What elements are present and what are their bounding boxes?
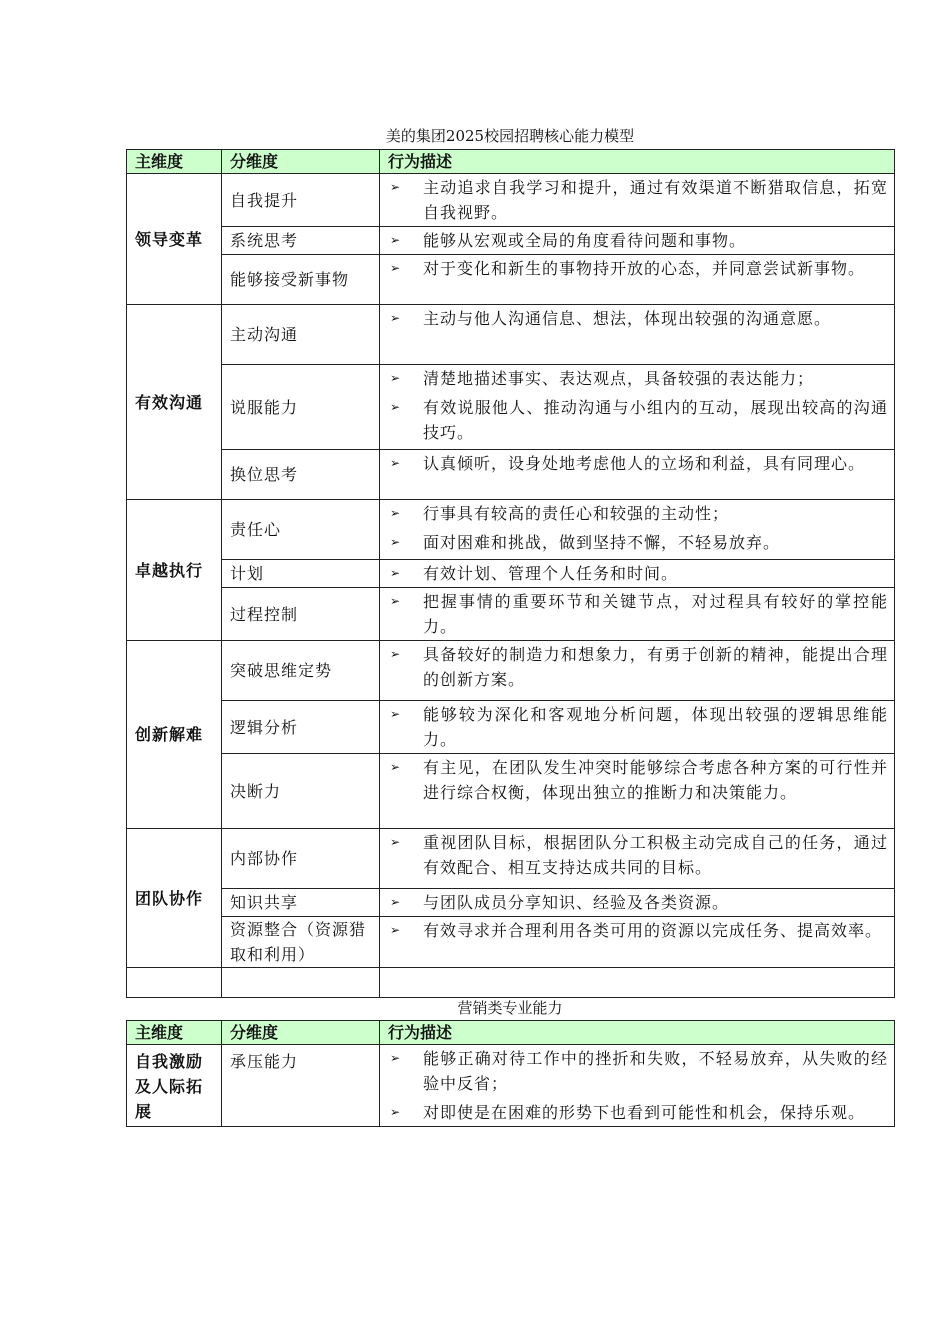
empty-cell xyxy=(222,968,380,998)
behavior-cell xyxy=(380,227,895,255)
sub-dimension-cell: 能够接受新事物 xyxy=(222,255,380,305)
bullet-arrow-icon: ➢ xyxy=(390,233,402,247)
table-row xyxy=(127,255,895,305)
behavior-cell xyxy=(380,829,895,889)
bullet-arrow-icon: ➢ xyxy=(390,647,402,661)
table-row xyxy=(127,889,895,917)
bullet-item: ➢ 有效说服他人、推动沟通与小组内的互动，展现出较高的沟通技巧。 xyxy=(388,395,888,445)
bullet-arrow-icon: ➢ xyxy=(390,400,402,414)
behavior-cell xyxy=(380,255,895,305)
table-row xyxy=(127,701,895,754)
bullet-item: ➢ 清楚地描述事实、表达观点，具备较强的表达能力； xyxy=(388,366,888,391)
table-row xyxy=(127,641,895,701)
bullet-item: ➢ 面对困难和挑战，做到坚持不懈，不轻易放弃。 xyxy=(388,530,888,555)
bullet-item: ➢ 对于变化和新生的事物持开放的心态，并同意尝试新事物。 xyxy=(388,256,888,281)
bullet-item: ➢ 能够正确对待工作中的挫折和失败，不轻易放弃，从失败的经验中反省； xyxy=(388,1046,888,1096)
behavior-cell xyxy=(380,500,895,560)
header-main-dimension: 主维度 xyxy=(127,150,222,174)
bullet-item: ➢ 把握事情的重要环节和关键节点，对过程具有较好的掌控能力。 xyxy=(388,589,888,639)
behavior-cell xyxy=(380,701,895,754)
sub-dimension-cell: 逻辑分析 xyxy=(222,701,380,754)
behavior-cell xyxy=(380,917,895,968)
bullet-item: ➢ 重视团队目标，根据团队分工积极主动完成自己的任务，通过有效配合、相互支持达成共同的目标。 xyxy=(388,830,888,880)
main-dimension-cell: 领导变革 xyxy=(127,174,222,305)
bullet-item: ➢ 与团队成员分享知识、经验及各类资源。 xyxy=(388,890,888,915)
main-dimension-cell: 有效沟通 xyxy=(127,305,222,500)
bullet-arrow-icon: ➢ xyxy=(390,835,402,849)
competency-table xyxy=(126,149,895,998)
bullet-arrow-icon: ➢ xyxy=(390,1105,402,1119)
bullet-item: ➢ 有效寻求并合理利用各类可用的资源以完成任务、提高效率。 xyxy=(388,918,888,943)
behavior-cell xyxy=(380,560,895,588)
bullet-arrow-icon: ➢ xyxy=(390,895,402,909)
main-dimension-cell: 创新解难 xyxy=(127,641,222,829)
bullet-arrow-icon: ➢ xyxy=(390,760,402,774)
sub-dimension-cell: 主动沟通 xyxy=(222,305,380,365)
main-dimension-cell: 自我激励及人际拓展 xyxy=(127,1045,222,1127)
bullet-arrow-icon: ➢ xyxy=(390,456,402,470)
section-subtitle: 营销类专业能力 xyxy=(457,999,563,1017)
bullet-arrow-icon: ➢ xyxy=(390,1051,402,1065)
header-main-dimension: 主维度 xyxy=(127,1021,222,1045)
sub-dimension-cell: 决断力 xyxy=(222,754,380,829)
behavior-cell xyxy=(380,365,895,450)
bullet-item: ➢ 主动与他人沟通信息、想法，体现出较强的沟通意愿。 xyxy=(388,306,888,331)
sub-dimension-cell: 过程控制 xyxy=(222,588,380,641)
header-behavior: 行为描述 xyxy=(380,1021,895,1045)
bullet-arrow-icon: ➢ xyxy=(390,923,402,937)
marketing-table xyxy=(126,1020,895,1127)
bullet-arrow-icon: ➢ xyxy=(390,535,402,549)
sub-dimension-cell: 说服能力 xyxy=(222,365,380,450)
bullet-arrow-icon: ➢ xyxy=(390,371,402,385)
table-title: 美的集团2025校园招聘核心能力模型 xyxy=(385,127,635,145)
bullet-item: ➢ 能够较为深化和客观地分析问题，体现出较强的逻辑思维能力。 xyxy=(388,702,888,752)
sub-dimension-cell: 知识共享 xyxy=(222,889,380,917)
table-row xyxy=(127,588,895,641)
bullet-arrow-icon: ➢ xyxy=(390,180,402,194)
behavior-cell xyxy=(380,641,895,701)
bullet-arrow-icon: ➢ xyxy=(390,594,402,608)
header-row xyxy=(127,150,895,174)
empty-cell xyxy=(127,968,222,998)
bullet-item: ➢ 有主见，在团队发生冲突时能够综合考虑各种方案的可行性并进行综合权衡，体现出独立的推断力和决策能力。 xyxy=(388,755,888,805)
bullet-item: ➢ 有效计划、管理个人任务和时间。 xyxy=(388,561,888,586)
header-row xyxy=(127,1021,895,1045)
bullet-item: ➢ 主动追求自我学习和提升，通过有效渠道不断猎取信息，拓宽自我视野。 xyxy=(388,175,888,225)
sub-dimension-cell: 承压能力 xyxy=(222,1045,380,1127)
table-row xyxy=(127,365,895,450)
bullet-item: ➢ 行事具有较高的责任心和较强的主动性； xyxy=(388,501,888,526)
main-dimension-cell: 团队协作 xyxy=(127,829,222,968)
behavior-cell xyxy=(380,305,895,365)
empty-row xyxy=(127,968,895,998)
behavior-cell xyxy=(380,174,895,227)
table-row xyxy=(127,754,895,829)
table-row xyxy=(127,560,895,588)
table-row xyxy=(127,829,895,889)
empty-cell xyxy=(380,968,895,998)
bullet-arrow-icon: ➢ xyxy=(390,707,402,721)
behavior-cell xyxy=(380,889,895,917)
behavior-cell xyxy=(380,588,895,641)
behavior-cell xyxy=(380,450,895,500)
table-row xyxy=(127,174,895,227)
bullet-arrow-icon: ➢ xyxy=(390,311,402,325)
header-sub-dimension: 分维度 xyxy=(222,150,380,174)
sub-dimension-cell: 换位思考 xyxy=(222,450,380,500)
behavior-cell xyxy=(380,1045,895,1127)
bullet-item: ➢ 对即使是在困难的形势下也看到可能性和机会，保持乐观。 xyxy=(388,1100,888,1125)
table-row xyxy=(127,1045,895,1127)
bullet-item: ➢ 能够从宏观或全局的角度看待问题和事物。 xyxy=(388,228,888,253)
behavior-cell xyxy=(380,754,895,829)
bullet-arrow-icon: ➢ xyxy=(390,566,402,580)
bullet-arrow-icon: ➢ xyxy=(390,261,402,275)
sub-dimension-cell: 内部协作 xyxy=(222,829,380,889)
bullet-arrow-icon: ➢ xyxy=(390,506,402,520)
table-row xyxy=(127,227,895,255)
table-row xyxy=(127,450,895,500)
table-row xyxy=(127,305,895,365)
bullet-item: ➢ 具备较好的制造力和想象力，有勇于创新的精神，能提出合理的创新方案。 xyxy=(388,642,888,692)
table-row xyxy=(127,917,895,968)
bullet-item: ➢ 认真倾听，设身处地考虑他人的立场和利益，具有同理心。 xyxy=(388,451,888,476)
sub-dimension-cell: 系统思考 xyxy=(222,227,380,255)
sub-dimension-cell: 计划 xyxy=(222,560,380,588)
table-row xyxy=(127,500,895,560)
header-behavior: 行为描述 xyxy=(380,150,895,174)
sub-dimension-cell: 突破思维定势 xyxy=(222,641,380,701)
sub-dimension-cell: 自我提升 xyxy=(222,174,380,227)
sub-dimension-cell: 资源整合（资源猎取和利用） xyxy=(222,917,380,968)
header-sub-dimension: 分维度 xyxy=(222,1021,380,1045)
sub-dimension-cell: 责任心 xyxy=(222,500,380,560)
main-dimension-cell: 卓越执行 xyxy=(127,500,222,641)
